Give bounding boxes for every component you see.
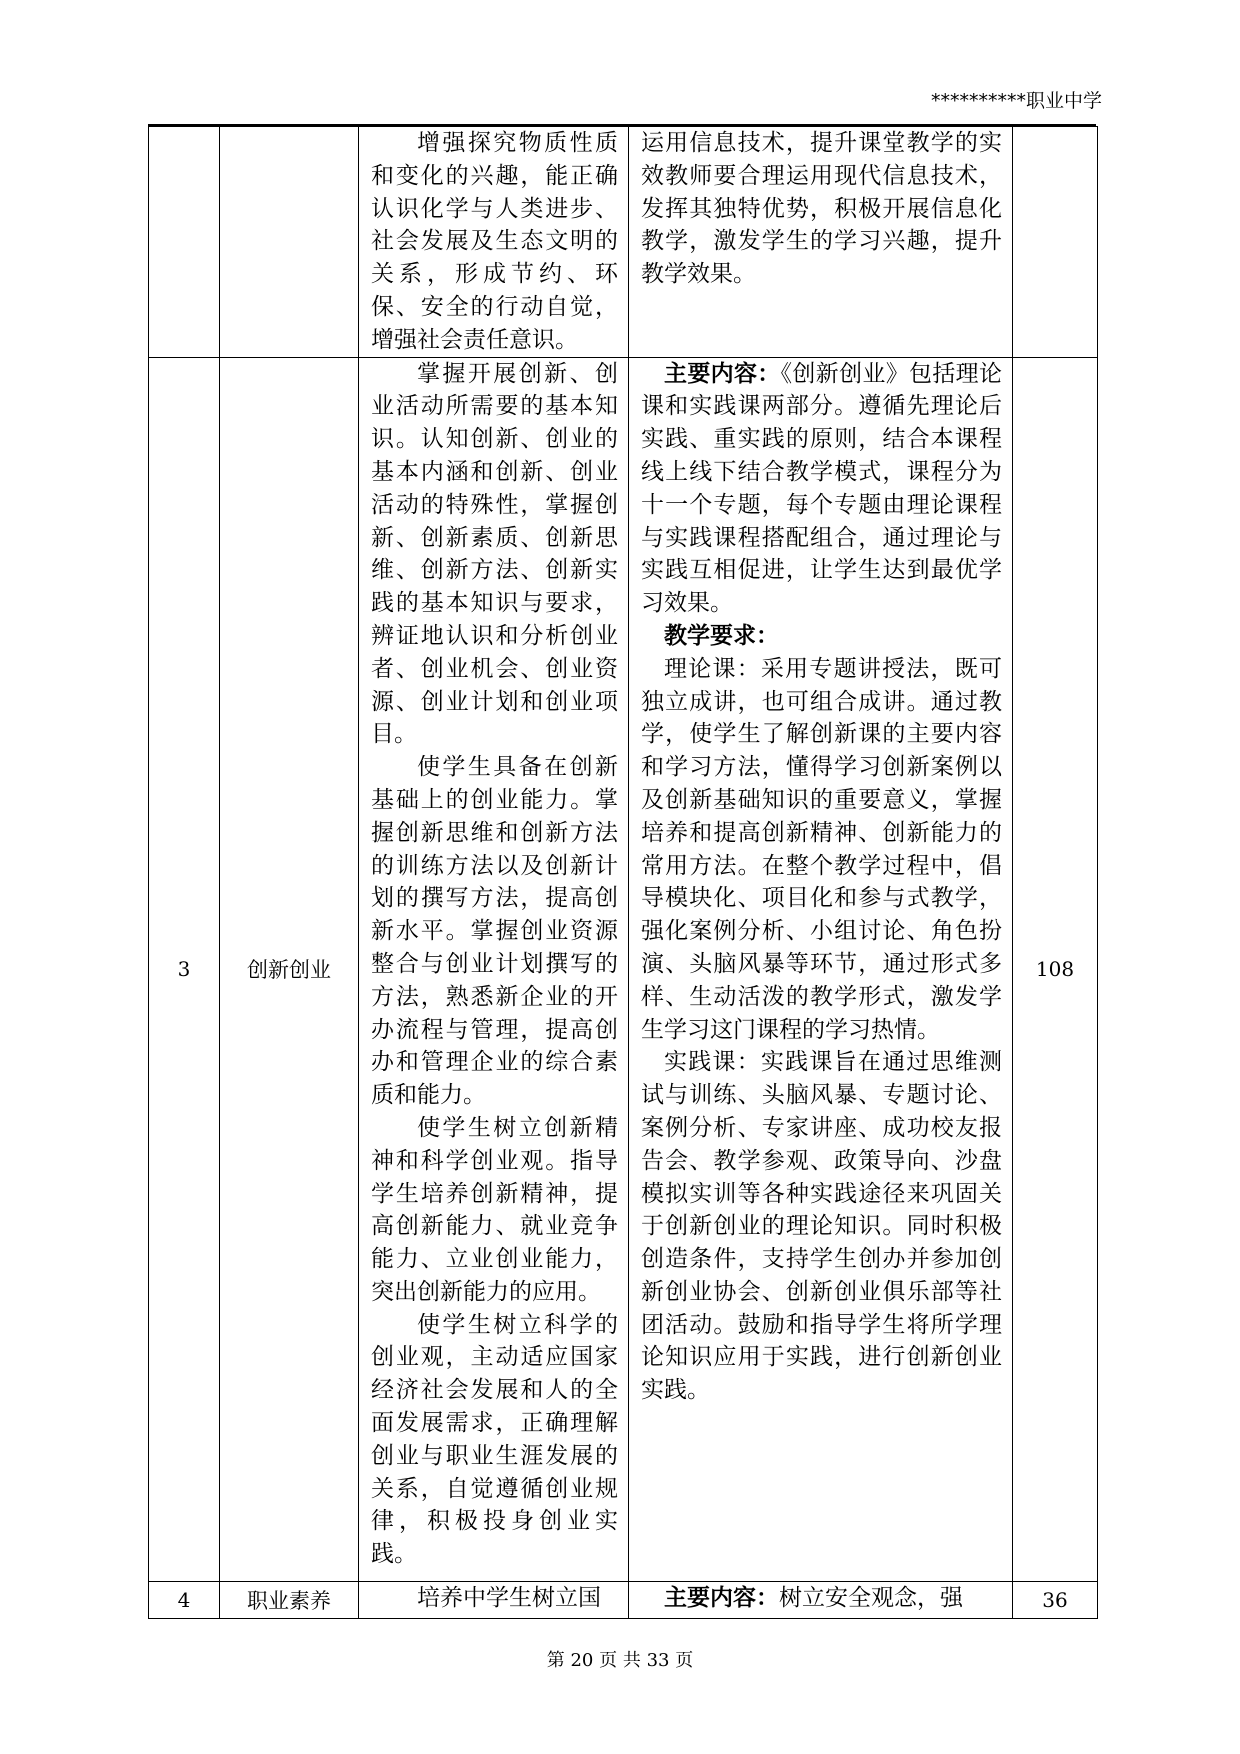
course-number: 4 — [149, 1581, 220, 1618]
course-content — [629, 1581, 1013, 1618]
footer-suffix: 页 — [675, 1650, 694, 1671]
main-content-label: 主要内容： — [664, 360, 781, 387]
course-name: 创新创业 — [220, 357, 359, 1581]
course-goal — [359, 127, 629, 358]
table-row — [149, 127, 1098, 358]
course-table — [148, 126, 1098, 1619]
course-content — [629, 127, 1013, 358]
course-hours: 36 — [1013, 1581, 1098, 1618]
footer-prefix: 第 — [546, 1650, 565, 1671]
course-hours — [1013, 127, 1098, 358]
page-header-school: **********职业中学 — [930, 90, 1102, 112]
goal-paragraph: 使学生树立科学的创业观，主动适应国家经济社会发展和人的全面发展需求，正确理解创业与职业生涯发展的关系，自觉遵循创业规律，积极投身创业实践。 — [371, 1311, 618, 1568]
goal-paragraph: 使学生具备在创新基础上的创业能力。掌握创新思维和创新方法的训练方法以及创新计划的撰写方法，提高创新水平。掌握创业资源整合与创业计划撰写的方法，熟悉新企业的开办流程与管理，提高创办和管理企业的综合素质和能力。 — [371, 754, 618, 1109]
content-req-paragraph — [641, 620, 1002, 653]
course-name: 职业素养 — [220, 1581, 359, 1618]
goal-paragraph: 增强探究物质性质和变化的兴趣，能正确认识化学与人类进步、社会发展及生态文明的关系，形成节约、环保、安全的行动自觉，增强社会责任意识。 — [371, 130, 618, 353]
content-main-paragraph — [641, 1582, 1002, 1615]
course-number — [149, 127, 220, 358]
main-content-text: 树立安全观念，强 — [779, 1584, 963, 1611]
goal-paragraph: 使学生树立创新精神和科学创业观。指导学生培养创新精神，提高创新能力、就业竞争能力、立业创业能力，突出创新能力的应用。 — [371, 1114, 618, 1305]
main-content-text: 《创新创业》包括理论课和实践课两部分。遵循先理论后实践、重实践的原则，结合本课程线上线下结合教学模式，课程分为十一个专题，每个专题由理论课程与实践课程搭配组合，通过理论与实践互相促进，让学生达到最优学习效果。 — [641, 360, 1003, 617]
total-page-number: 33 — [646, 1650, 670, 1671]
goal-paragraph: 掌握开展创新、创业活动所需要的基本知识。认知创新、创业的基本内涵和创新、创业活动的特殊性，掌握创新、创新素质、创新思维、创新方法、创新实践的基本知识与要求，辨证地认识和分析创业者、创业机会、创业资源、创业计划和创业项目。 — [371, 360, 618, 748]
page-footer — [0, 1646, 1240, 1672]
course-goal — [359, 1581, 629, 1618]
content-main-paragraph — [641, 358, 1002, 620]
table-row — [149, 357, 1098, 1581]
goal-paragraph: 培养中学生树立国 — [417, 1584, 601, 1611]
current-page-number: 20 — [570, 1650, 594, 1671]
course-goal — [359, 357, 629, 1581]
main-content-label: 主要内容： — [664, 1584, 779, 1611]
course-hours: 108 — [1013, 357, 1098, 1581]
content-paragraph: 运用信息技术，提升课堂教学的实效教师要合理运用现代信息技术，发挥其独特优势，积极开展信息化教学，激发学生的学习兴趣，提升教学效果。 — [641, 130, 1002, 288]
course-number: 3 — [149, 357, 220, 1581]
table-row — [149, 1581, 1098, 1618]
teaching-requirements-label: 教学要求： — [664, 622, 779, 649]
theory-paragraph: 理论课：采用专题讲授法，既可独立成讲，也可组合成讲。通过教学，使学生了解创新课的主要内容和学习方法，懂得学习创新案例以及创新基础知识的重要意义，掌握培养和提高创新精神、创新能力的常用方法。在整个教学过程中，倡导模块化、项目化和参与式教学，强化案例分析、小组讨论、角色扮演、头脑风暴等环节，通过形式多样、生动活泼的教学形式，激发学生学习这门课程的学习热情。 — [641, 655, 1002, 1043]
footer-mid: 页 共 — [599, 1650, 641, 1671]
practice-paragraph: 实践课：实践课旨在通过思维测试与训练、头脑风暴、专题讨论、案例分析、专家讲座、成功校友报告会、教学参观、政策导向、沙盘模拟实训等各种实践途径来巩固关于创新创业的理论知识。同时积极创造条件，支持学生创办并参加创新创业协会、创新创业俱乐部等社团活动。鼓励和指导学生将所学理论知识应用于实践，进行创新创业实践。 — [641, 1049, 1002, 1404]
course-name — [220, 127, 359, 358]
course-content — [629, 357, 1013, 1581]
